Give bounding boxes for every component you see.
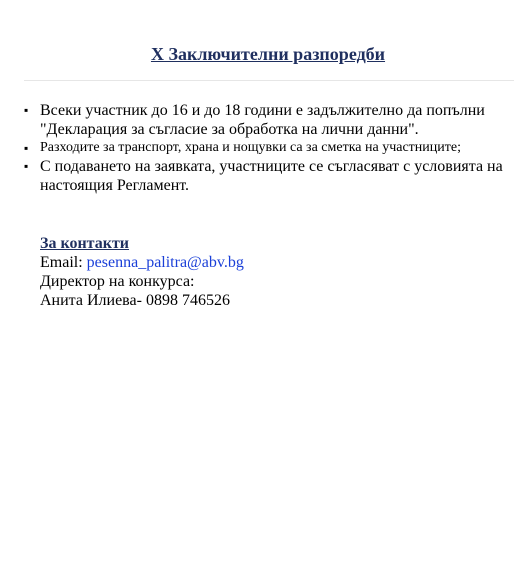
contacts-title: За контакти (40, 235, 130, 252)
director-label: Директор на конкурса: (40, 273, 195, 290)
bullet-icon: ▪ (24, 103, 29, 117)
section-heading: X Заключителни разпоредби (150, 44, 386, 64)
list-item-text: С подаването на заявката, участниците се съгласяват с условията на настоящия Регламент. (40, 158, 503, 194)
list-item-text: Разходите за транспорт, храна и нощувки са за сметка на участниците; (40, 140, 461, 155)
terms-list (24, 101, 526, 195)
list-item (24, 139, 526, 157)
list-item-text: Всеки участник до 16 и до 18 години е задължително да попълни "Декларация за съгласие за обработка на лични данни". (40, 102, 485, 138)
email-link[interactable]: pesenna_palitra@abv.bg (86, 254, 244, 271)
bullet-icon: ▪ (24, 159, 29, 173)
divider (24, 80, 514, 81)
contacts-block (40, 234, 510, 310)
email-label: Email: (40, 254, 83, 271)
list-item (24, 101, 526, 139)
list-item (24, 157, 526, 195)
director-value: Анита Илиева- 0898 746526 (40, 292, 230, 309)
email-row (40, 253, 510, 272)
bullet-icon: ▪ (24, 141, 29, 155)
